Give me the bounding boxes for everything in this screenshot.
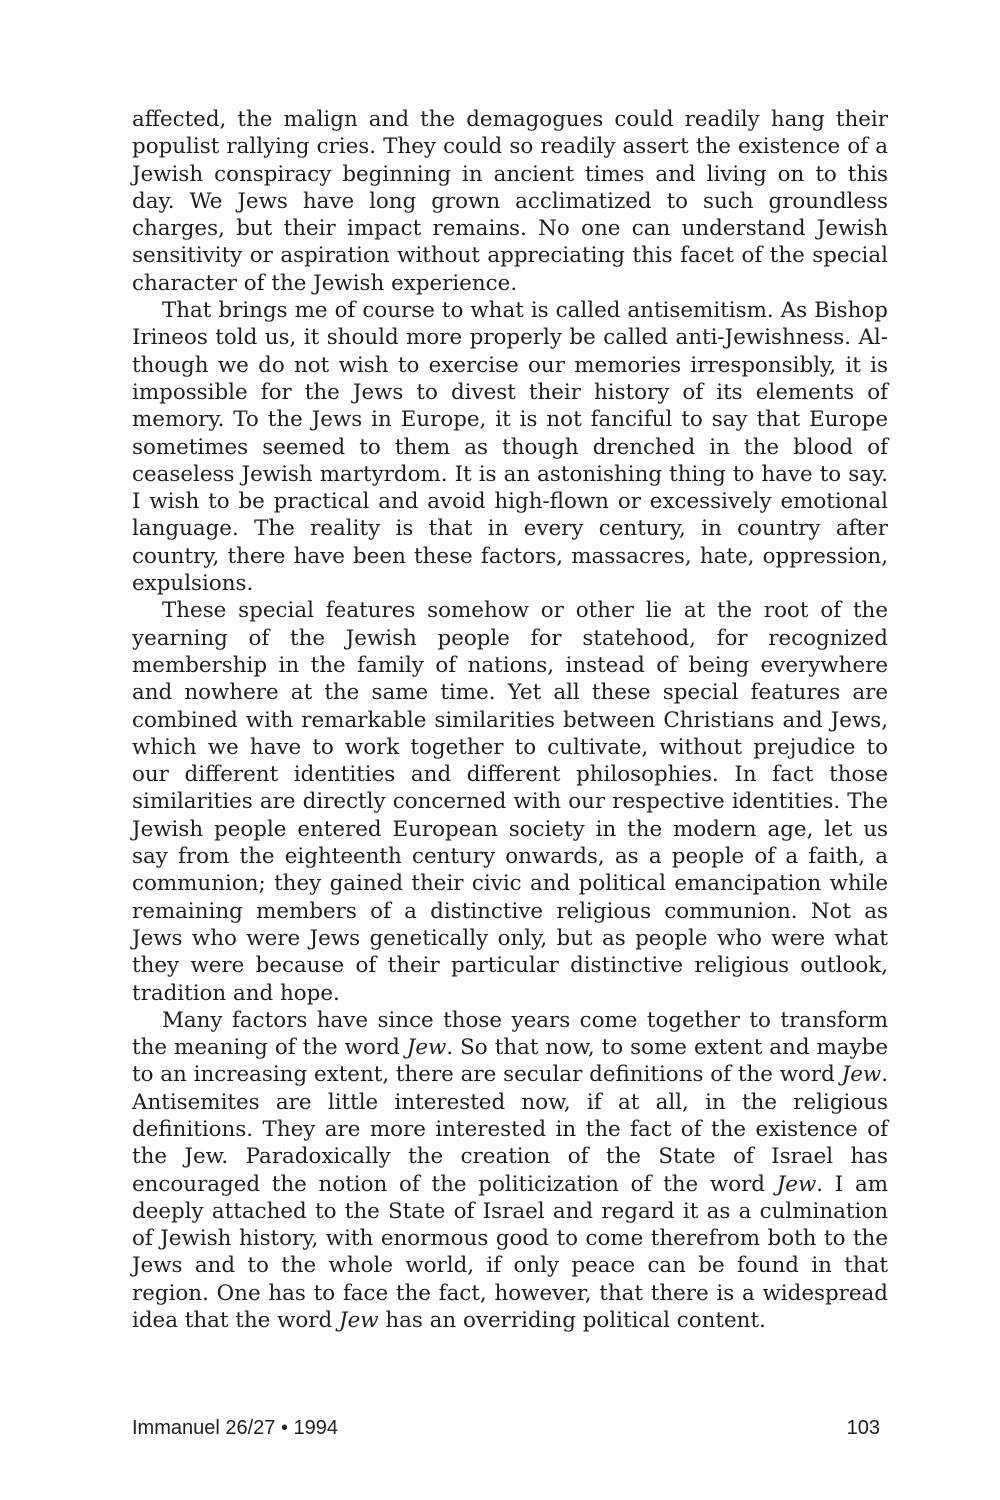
page-footer <box>132 1417 880 1445</box>
text-run: . So that now, to some extent and maybe to an increasing extent, there are secular definitions of the word <box>132 1035 888 1088</box>
italic-term: Jew <box>841 1062 882 1088</box>
text-run: affected, the malign and the demagogues could readily hang their populist rallying cries. They could so readily assert the existence of a Jewish conspiracy beginning in ancient times and living on to this day. We Jews have long grown acclimatized to such groundless charges, but their impact remains. No one can understand Jewish sensitivity or aspiration without appreciating this facet of the special character of the Jewish experience. <box>132 107 888 296</box>
italic-term: Jew <box>776 1171 817 1197</box>
text-run: . Antisemites are little interested now, if at all, in the religious definitions. They are more interested in the fact of the existence of the Jew. Paradoxically the creation of the State of Israel has encouraged the notion of the politicization of the word <box>132 1062 888 1197</box>
text-run: Many factors have since those years come together to transform the meaning of the word <box>132 1007 888 1061</box>
text-run: That brings me of course to what is called antisemitism. As Bishop Irineos told us, it should more properly be called anti-Jewishness. Although we do not wish to exercise our memories irresponsibly, it is impossible for the Jews to divest their history of its elements of memory. To the Jews in Europe, it is not fanciful to say that Europe sometimes seemed to them as though drenched in the blood of ceaseless Jewish martyrdom. It is an astonishing thing to have to say. I wish to be practical and avoid high-flown or excessively emotional language. The reality is that in every century, in country after country, there have been these factors, massacres, hate, oppression, expulsions. <box>132 298 888 597</box>
body-text <box>132 106 888 1334</box>
italic-term: Jew <box>406 1035 447 1061</box>
text-run: has an overriding political content. <box>378 1308 766 1334</box>
italic-term: Jew <box>339 1308 379 1334</box>
text-run: These special features somehow or other lie at the root of the yearning of the Jewish people for statehood, for recognized membership in the family of nations, instead of being everywhere and nowhere at the same time. Yet all these special features are combined with remarkable similarities between Christians and Jews, which we have to work together to cultivate, without prejudice to our different identities and different philosophies. In fact those similarities are directly concerned with our respective identities. The Jewish people entered European society in the modern age, let us say from the eighteenth century onwards, as a people of a faith, a communion; they gained their civic and political emancipation while remaining members of a distinctive religious communion. Not as Jews who were Jews genetically only, but as people who were what they were because of their particular distinctive religious outlook, tradition and hope. <box>132 598 888 1006</box>
text-run: . I am deeply attached to the State of Israel and regard it as a culmination of Jewish history, with enormous good to come therefrom both to the Jews and to the whole world, if only peace can be found in that region. One has to face the fact, however, that there is a widespread idea that the word <box>132 1171 889 1334</box>
paragraph <box>132 297 888 597</box>
journal-citation: Immanuel 26/27 • 1994 <box>132 1417 339 1439</box>
paragraph <box>132 1007 888 1335</box>
page-number: 103 <box>846 1417 880 1439</box>
paragraph <box>132 597 888 1006</box>
paragraph <box>132 106 888 297</box>
